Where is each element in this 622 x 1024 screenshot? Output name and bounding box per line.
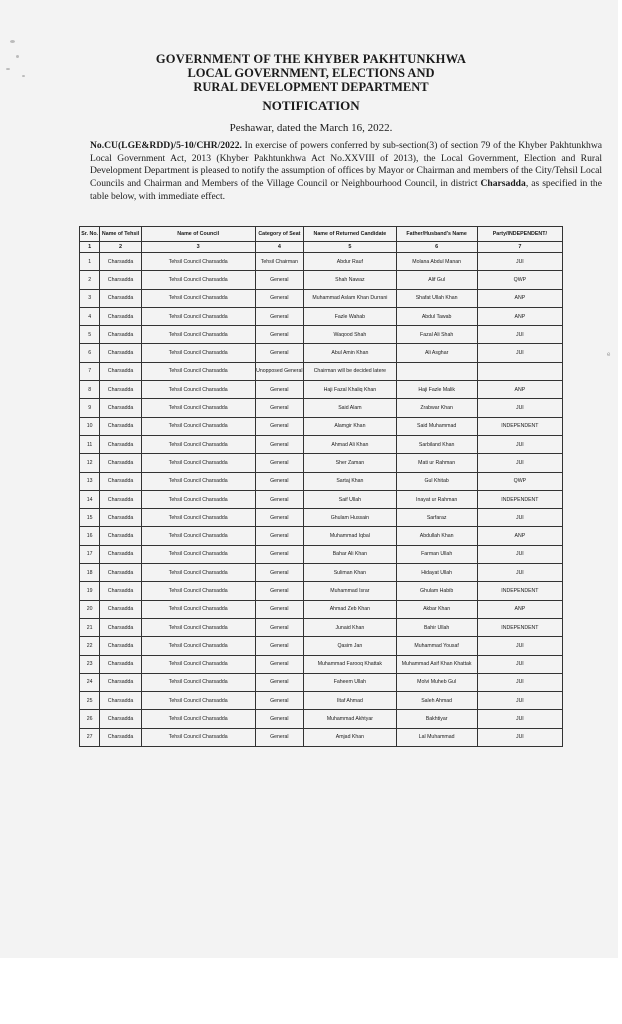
cell-party: JUI [477,545,562,563]
col-header-party: Party/INDEPENDENT/ [477,227,562,242]
cell-sr-no: 17 [80,545,100,563]
col-number: 5 [304,242,396,253]
cell-father-name: Saleh Ahmad [396,692,477,710]
cell-candidate: Said Alam [304,399,396,417]
cell-seat-category: General [255,472,304,490]
cell-candidate: Suliman Khan [304,564,396,582]
cell-sr-no: 13 [80,472,100,490]
cell-council: Tehsil Council Charsadda [141,637,255,655]
cell-father-name: Abdullah Khan [396,527,477,545]
cell-father-name: Shafat Ullah Khan [396,289,477,307]
cell-party: JUI [477,344,562,362]
cell-father-name: Hidayat Ullah [396,564,477,582]
table-row [80,692,563,710]
cell-seat-category: General [255,673,304,691]
cell-tehsil: Charsadda [100,399,142,417]
cell-seat-category: General [255,344,304,362]
cell-council: Tehsil Council Charsadda [141,289,255,307]
cell-father-name: Farman Ullah [396,545,477,563]
cell-candidate: Muhammad Iqbal [304,527,396,545]
cell-seat-category: General [255,728,304,746]
cell-sr-no: 15 [80,509,100,527]
cell-tehsil: Charsadda [100,344,142,362]
cell-father-name: Sarbiland Khan [396,435,477,453]
cell-father-name: Bakhtiyar [396,710,477,728]
cell-tehsil: Charsadda [100,692,142,710]
cell-seat-category: General [255,454,304,472]
cell-sr-no: 1 [80,253,100,271]
table-row [80,618,563,636]
table-row [80,417,563,435]
table-row [80,326,563,344]
cell-council: Tehsil Council Charsadda [141,381,255,399]
cell-sr-no: 16 [80,527,100,545]
cell-father-name: Ali Asghar [396,344,477,362]
cell-candidate: Amjad Khan [304,728,396,746]
cell-tehsil: Charsadda [100,362,142,380]
cell-father-name: Haji Fazle Malik [396,381,477,399]
table-row [80,509,563,527]
cell-party: ANP [477,381,562,399]
cell-father-name: Mati ur Rahman [396,454,477,472]
table-row [80,710,563,728]
cell-seat-category: General [255,564,304,582]
cell-sr-no: 21 [80,618,100,636]
col-header-council: Name of Council [141,227,255,242]
cell-candidate: Qasim Jan [304,637,396,655]
cell-father-name: Muhammad Yousaf [396,637,477,655]
cell-sr-no: 5 [80,326,100,344]
cell-father-name: Akbar Khan [396,600,477,618]
cell-seat-category: General [255,509,304,527]
cell-father-name: Sarfaraz [396,509,477,527]
cell-party: JUI [477,454,562,472]
table-row [80,673,563,691]
cell-party: JUI [477,253,562,271]
cell-sr-no: 26 [80,710,100,728]
table-row [80,564,563,582]
cell-council: Tehsil Council Charsadda [141,454,255,472]
reference-number: No.CU(LGE&RDD)/5-10/CHR/2022. [90,140,242,151]
table-row [80,490,563,508]
cell-party: JUI [477,692,562,710]
cell-council: Tehsil Council Charsadda [141,253,255,271]
cell-seat-category: General [255,435,304,453]
cell-council: Tehsil Council Charsadda [141,307,255,325]
cell-seat-category: General [255,545,304,563]
col-number: 1 [80,242,100,253]
cell-party: ANP [477,307,562,325]
table-row [80,435,563,453]
cell-council: Tehsil Council Charsadda [141,344,255,362]
col-number: 2 [100,242,142,253]
cell-party: INDEPENDENT [477,582,562,600]
cell-seat-category: General [255,326,304,344]
cell-sr-no: 7 [80,362,100,380]
cell-candidate: Alamgir Khan [304,417,396,435]
cell-party: QWP [477,472,562,490]
col-number: 3 [141,242,255,253]
table-header-row [80,227,563,242]
cell-candidate: Ahmad Zeb Khan [304,600,396,618]
cell-sr-no: 20 [80,600,100,618]
cell-tehsil: Charsadda [100,472,142,490]
cell-tehsil: Charsadda [100,655,142,673]
col-number: 7 [477,242,562,253]
cell-party: JUI [477,673,562,691]
cell-father-name: Fazal Ali Shah [396,326,477,344]
cell-council: Tehsil Council Charsadda [141,673,255,691]
cell-sr-no: 23 [80,655,100,673]
cell-sr-no: 8 [80,381,100,399]
cell-candidate: Abdur Rauf [304,253,396,271]
cell-father-name: Lal Muhammad [396,728,477,746]
table-row [80,600,563,618]
cell-father-name: Zrabwar Khan [396,399,477,417]
cell-party: INDEPENDENT [477,490,562,508]
cell-sr-no: 19 [80,582,100,600]
cell-tehsil: Charsadda [100,509,142,527]
cell-seat-category: General [255,637,304,655]
table-row [80,454,563,472]
cell-father-name: Ghulam Habib [396,582,477,600]
cell-council: Tehsil Council Charsadda [141,326,255,344]
cell-party: JUI [477,728,562,746]
cell-tehsil: Charsadda [100,381,142,399]
cell-tehsil: Charsadda [100,582,142,600]
cell-candidate: Iltaf Ahmad [304,692,396,710]
col-header-seat-category: Category of Seat [255,227,304,242]
cell-council: Tehsil Council Charsadda [141,618,255,636]
cell-seat-category: General [255,417,304,435]
col-header-tehsil: Name of Tehsil [100,227,142,242]
cell-sr-no: 6 [80,344,100,362]
cell-party: JUI [477,637,562,655]
district-name: Charsadda [480,178,526,190]
cell-candidate: Faheem Ullah [304,673,396,691]
cell-council: Tehsil Council Charsadda [141,527,255,545]
cell-sr-no: 24 [80,673,100,691]
cell-sr-no: 27 [80,728,100,746]
cell-council: Tehsil Council Charsadda [141,490,255,508]
dateline: Peshawar, dated the March 16, 2022. [229,122,393,134]
cell-party: INDEPENDENT [477,618,562,636]
cell-seat-category: General [255,618,304,636]
cell-council: Tehsil Council Charsadda [141,600,255,618]
cell-seat-category: General [255,600,304,618]
cell-council: Tehsil Council Charsadda [141,362,255,380]
cell-party: QWP [477,271,562,289]
cell-council: Tehsil Council Charsadda [141,509,255,527]
scan-mark [10,40,15,43]
cell-tehsil: Charsadda [100,435,142,453]
table-row [80,582,563,600]
header-department-line: LOCAL GOVERNMENT, ELECTIONS AND [187,66,435,80]
cell-candidate: Muhammad Israr [304,582,396,600]
table-body [80,253,563,747]
cell-tehsil: Charsadda [100,454,142,472]
cell-council: Tehsil Council Charsadda [141,271,255,289]
cell-seat-category: General [255,399,304,417]
cell-candidate: Ahmad Ali Khan [304,435,396,453]
cell-candidate: Abul Amin Khan [304,344,396,362]
cell-tehsil: Charsadda [100,417,142,435]
cell-tehsil: Charsadda [100,673,142,691]
cell-father-name: Molana Abdul Manan [396,253,477,271]
cell-candidate: Chairman will be decided latere [304,362,396,380]
cell-party: JUI [477,710,562,728]
table-row [80,399,563,417]
cell-seat-category: General [255,289,304,307]
table-row [80,545,563,563]
cell-candidate: Muhammad Farooq Khattak [304,655,396,673]
cell-tehsil: Charsadda [100,728,142,746]
table-row [80,381,563,399]
cell-seat-category: General [255,692,304,710]
cell-council: Tehsil Council Charsadda [141,399,255,417]
cell-council: Tehsil Council Charsadda [141,472,255,490]
cell-tehsil: Charsadda [100,600,142,618]
body-text-end: , as specified in the table below, with immediate effect. [90,178,602,202]
cell-tehsil: Charsadda [100,289,142,307]
cell-father-name: Said Muhammad [396,417,477,435]
col-number: 6 [396,242,477,253]
cell-seat-category: General [255,307,304,325]
col-header-candidate: Name of Returned Candidate [304,227,396,242]
cell-tehsil: Charsadda [100,710,142,728]
cell-council: Tehsil Council Charsadda [141,710,255,728]
col-header-sr-no: Sr. No. [80,227,100,242]
cell-seat-category: Unopposed General [255,362,304,380]
cell-tehsil: Charsadda [100,637,142,655]
cell-sr-no: 14 [80,490,100,508]
cell-council: Tehsil Council Charsadda [141,692,255,710]
header-government: GOVERNMENT OF THE KHYBER PAKHTUNKHWA [155,52,467,66]
cell-father-name: Molvi Muheb Gul [396,673,477,691]
cell-tehsil: Charsadda [100,326,142,344]
cell-candidate: Bahar Ali Khan [304,545,396,563]
cell-sr-no: 22 [80,637,100,655]
cell-tehsil: Charsadda [100,307,142,325]
cell-candidate: Waqood Shah [304,326,396,344]
cell-seat-category: General [255,527,304,545]
cell-sr-no: 12 [80,454,100,472]
cell-party [477,362,562,380]
col-number: 4 [255,242,304,253]
cell-father-name: Muhammad Asif Khan Khattak [396,655,477,673]
cell-council: Tehsil Council Charsadda [141,655,255,673]
table-row [80,362,563,380]
notification-body [90,140,602,204]
notification-title: NOTIFICATION [262,98,360,113]
cell-father-name: Bahir Ullah [396,618,477,636]
cell-father-name: Alif Gul [396,271,477,289]
margin-mark: e [607,352,611,358]
col-header-father-name: Father/Husband's Name [396,227,477,242]
table-row [80,637,563,655]
table-row [80,289,563,307]
cell-tehsil: Charsadda [100,527,142,545]
cell-tehsil: Charsadda [100,490,142,508]
cell-candidate: Junaid Khan [304,618,396,636]
cell-sr-no: 3 [80,289,100,307]
table-row [80,253,563,271]
cell-sr-no: 11 [80,435,100,453]
cell-sr-no: 9 [80,399,100,417]
cell-father-name: Gul Khitab [396,472,477,490]
cell-party: INDEPENDENT [477,417,562,435]
cell-seat-category: General [255,710,304,728]
cell-father-name: Abdul Tawab [396,307,477,325]
cell-tehsil: Charsadda [100,545,142,563]
table-row [80,728,563,746]
cell-sr-no: 18 [80,564,100,582]
cell-sr-no: 10 [80,417,100,435]
cell-candidate: Shah Nawaz [304,271,396,289]
cell-candidate: Ghulam Hussain [304,509,396,527]
cell-council: Tehsil Council Charsadda [141,582,255,600]
cell-tehsil: Charsadda [100,618,142,636]
table-row [80,527,563,545]
cell-sr-no: 25 [80,692,100,710]
cell-party: JUI [477,399,562,417]
cell-candidate: Muhammad Akhtyar [304,710,396,728]
table-row [80,472,563,490]
cell-party: ANP [477,289,562,307]
table-row [80,344,563,362]
cell-party: ANP [477,527,562,545]
cell-council: Tehsil Council Charsadda [141,564,255,582]
cell-candidate: Sartaj Khan [304,472,396,490]
cell-candidate: Saif Ullah [304,490,396,508]
cell-candidate: Fazle Wahab [304,307,396,325]
table-row [80,271,563,289]
cell-seat-category: General [255,582,304,600]
cell-candidate: Sher Zaman [304,454,396,472]
cell-council: Tehsil Council Charsadda [141,545,255,563]
cell-council: Tehsil Council Charsadda [141,435,255,453]
cell-party: ANP [477,600,562,618]
cell-council: Tehsil Council Charsadda [141,417,255,435]
cell-seat-category: General [255,271,304,289]
cell-seat-category: General [255,490,304,508]
cell-sr-no: 2 [80,271,100,289]
cell-seat-category: General [255,381,304,399]
cell-tehsil: Charsadda [100,564,142,582]
cell-party: JUI [477,655,562,673]
cell-party: JUI [477,509,562,527]
cell-party: JUI [477,326,562,344]
header-department-line-2: RURAL DEVELOPMENT DEPARTMENT [193,80,429,94]
table-row [80,655,563,673]
table-column-number-row [80,242,563,253]
cell-seat-category: Tehsil Chairman [255,253,304,271]
cell-party: JUI [477,564,562,582]
results-table [79,226,563,747]
cell-tehsil: Charsadda [100,271,142,289]
cell-tehsil: Charsadda [100,253,142,271]
body-text: In exercise of powers conferred by sub-section(3) of section 79 of the Khyber Pakhtunkhwa Local Government Act, 2013 (Khyber Pakhtunkhwa Act No.XXVIII of 2013), the Local Government, Election and Rural Development Department is pleased to notify the assumption of offices by Mayor or Chairman and members of the City/Tehsil Local Councils and Chairman and Members of the Village Council or Neighbourhood Council, in district [90,140,602,190]
cell-father-name [396,362,477,380]
cell-candidate: Haji Fazal Khaliq Khan [304,381,396,399]
cell-seat-category: General [255,655,304,673]
cell-candidate: Muhammad Aslam Khan Durrani [304,289,396,307]
cell-sr-no: 4 [80,307,100,325]
cell-father-name: Inayat ur Rahman [396,490,477,508]
cell-council: Tehsil Council Charsadda [141,728,255,746]
table-row [80,307,563,325]
cell-party: JUI [477,435,562,453]
